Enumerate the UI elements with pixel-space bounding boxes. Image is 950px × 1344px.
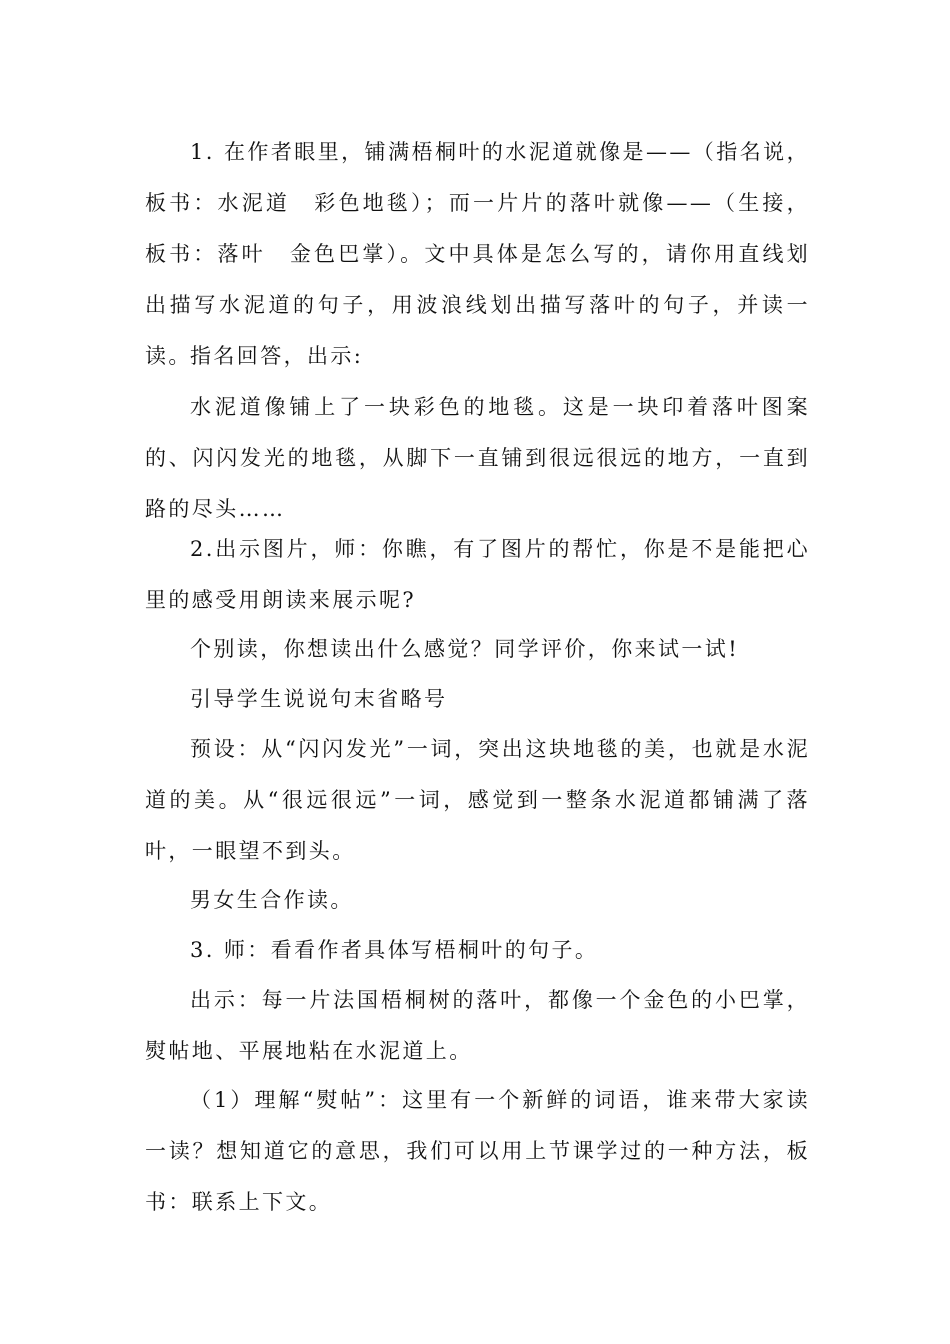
- paragraph-9: 3. 师：看看作者具体写梧桐叶的句子。: [190, 938, 599, 962]
- paragraph-10: 出示：每一片法国梧桐树的落叶，都像一个金色的小巴掌，熨帖地、平展地粘在水泥道上。: [145, 988, 810, 1063]
- paragraph-8: 男女生合作读。: [190, 888, 354, 912]
- paragraph-11: （1）理解“熨帖”：这里有一个新鲜的词语，谁来带大家读一读？想知道它的意思，我们可以用上节课学过的一种方法，板书：联系上下文。: [145, 1088, 810, 1214]
- paragraph-4: 2.出示图片，师：你瞧，有了图片的帮忙，你是不是能把心里的感受用朗读来展示呢?: [145, 537, 810, 612]
- paragraph-3: 水泥道像铺上了一块彩色的地毯。这是一块印着落叶图案的、闪闪发光的地毯，从脚下一直铺到很远很远的地方，一直到路的尽头……: [145, 395, 810, 521]
- paragraph-5: 个别读，你想读出什么感觉？同学评价，你来试一试!: [190, 637, 740, 661]
- paragraph-2: 指名回答，出示:: [190, 344, 364, 368]
- paragraph-1: 1. 在作者眼里，铺满梧桐叶的水泥道就像是——（指名说，板书：水泥道 彩色地毯）；而一片片的落叶就像——（生接，板书：落叶 金色巴掌）。文中具体是怎么写的，请你用直线划出描写水泥道的句子，用波浪线划出描写落叶的句子，并读一读。: [145, 140, 810, 368]
- paragraph-7: 预设：从“闪闪发光”一词，突出这块地毯的美，也就是水泥道的美。从“很远很远”一词，感觉到一整条水泥道都铺满了落叶，一眼望不到头。: [145, 737, 810, 863]
- paragraph-6: 引导学生说说句末省略号: [190, 687, 448, 711]
